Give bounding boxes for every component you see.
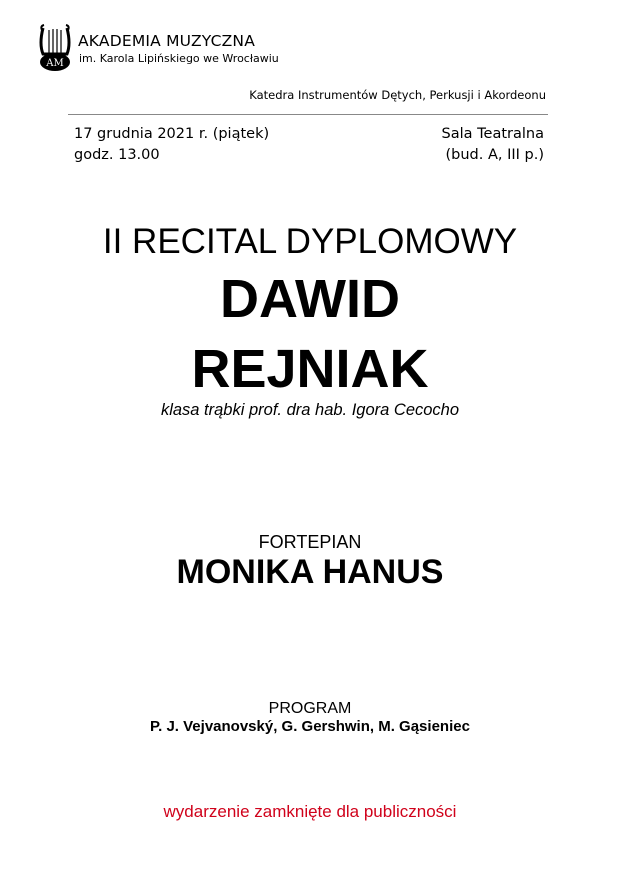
program-composers: P. J. Vejvanovský, G. Gershwin, M. Gąsieniec [150, 718, 470, 735]
institution-subtitle: im. Karola Lipińskiego we Wrocławiu [79, 52, 279, 65]
venue [442, 124, 544, 166]
program-label: PROGRAM [268, 700, 352, 717]
svg-text:AM: AM [46, 58, 64, 69]
event-title: II RECITAL DYPLOMOWY [102, 222, 518, 261]
performer-last-name: REJNIAK [191, 339, 429, 399]
date-time [74, 124, 269, 166]
venue-detail: (bud. A, III p.) [445, 147, 544, 163]
divider [68, 114, 548, 115]
event-date: 17 grudnia 2021 r. (piątek) [74, 126, 270, 142]
performer-first-name: DAWID [220, 269, 400, 329]
class-info: klasa trąbki prof. dra hab. Igora Cecocho [160, 401, 460, 419]
venue-name: Sala Teatralna [441, 126, 544, 142]
institution-name: AKADEMIA MUZYCZNA [78, 32, 256, 50]
accompanist-name: MONIKA HANUS [176, 553, 444, 591]
closed-event-notice: wydarzenie zamknięte dla publiczności [163, 802, 457, 821]
department: Katedra Instrumentów Dętych, Perkusji i Akordeonu [249, 88, 546, 102]
event-time: godz. 13.00 [74, 147, 160, 163]
accompaniment-label: FORTEPIAN [258, 532, 362, 552]
lyre-icon [38, 24, 72, 72]
